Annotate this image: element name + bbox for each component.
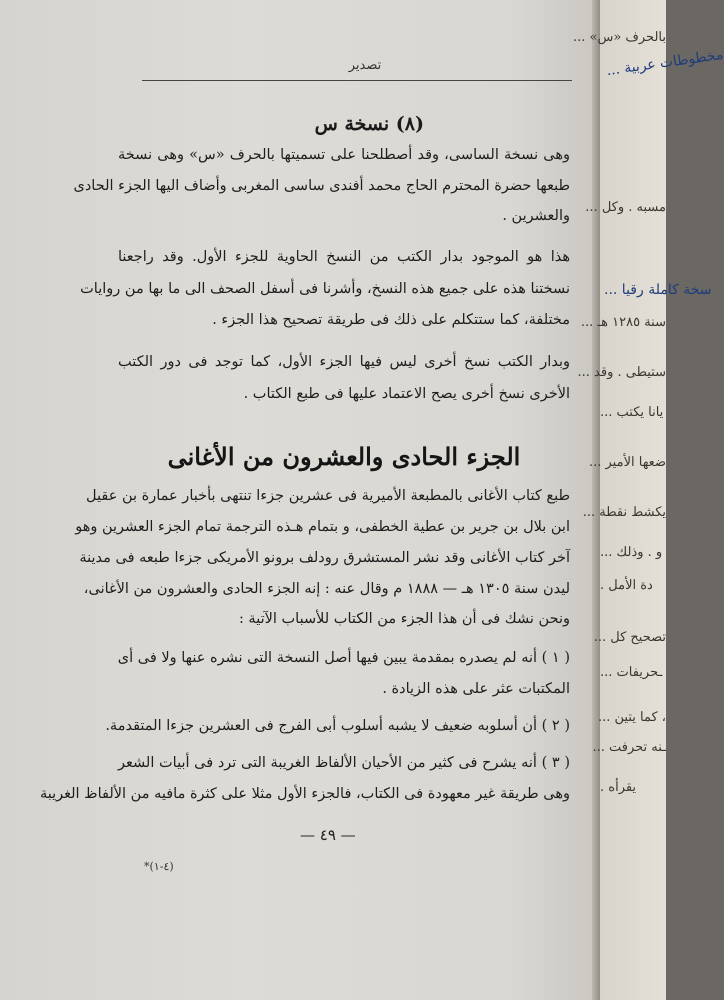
text-line: وبدار الكتب نسخ أخرى ليس فيها الجزء الأول، كما توجد فى دور الكتب xyxy=(118,354,570,370)
next-page-fragment: ضعها الأمير ... xyxy=(588,455,666,470)
text-line: ونحن نشك فى أن هذا الجزء من الكتاب للأسباب الآتية : xyxy=(238,611,570,627)
reason-line: ( ٣ ) أنه يشرح فى كثير من الأحيان الألفاظ الغريبة التى ترد فى أبيات الشعر xyxy=(118,755,570,771)
next-page-fragment: ـنه تحرفت ... xyxy=(592,740,666,755)
text-line: نسختنا هذه على جميع هذه النسخ، وأشرنا فى أسفل الصحف الى ما بها من روايات xyxy=(80,281,570,297)
reason-line: ( ١ ) أنه لم يصدره بمقدمة يبين فيها أصل النسخة التى نشره عنها ولا فى أى xyxy=(117,650,570,666)
next-page-fragment: ، كما يتين ... xyxy=(597,710,666,725)
text-line: ابن بلال بن جرير بن عطية الخطفى، و بتمام هـذه الترجمة تمام الجزء العشرين وهو xyxy=(75,519,570,535)
next-page-fragment: يكشط نقطة ... xyxy=(582,505,666,520)
text-line: ليدن سنة ١٣٠٥ هـ — ١٨٨٨ م وقال عنه : إنه الجزء الحادى والعشرون من الأغانى، xyxy=(83,581,570,597)
next-page-fragment: و . وذلك ... xyxy=(600,545,663,560)
next-page-fragment: سنة ١٢٨٥ هـ ... xyxy=(580,315,666,330)
page-number: — ٤٩ — xyxy=(300,826,356,844)
text-line: آخر كتاب الأغانى وقد نشر المستشرق رودلف برونو الأمريكى جزءا طبعه فى مدينة xyxy=(79,550,570,566)
text-line: طبع كتاب الأغانى بالمطبعة الأميرية فى عشرين جزءا تنتهى بأخبار عمارة بن عقيل xyxy=(86,488,570,504)
handwritten-note: سخة كاملة رقيا ... xyxy=(604,282,712,298)
text-line: والعشرين . xyxy=(502,208,570,224)
text-line: الأخرى نسخ أخرى يصح الاعتماد عليها فى طبع الكتاب . xyxy=(243,386,570,402)
next-page-fragment: بالحرف «س» ... xyxy=(572,30,666,45)
next-page-fragment: يقرأه . xyxy=(600,780,637,795)
header-rule xyxy=(142,80,572,81)
running-header: تصدير xyxy=(348,58,382,73)
text-line: هذا هو الموجود بدار الكتب من النسخ الحاوية للجزء الأول. وقد راجعنا xyxy=(118,249,570,265)
next-page-fragment: ستيطى . وقد ... xyxy=(577,365,666,380)
next-page-fragment: مسبه . وكل ... xyxy=(585,200,666,215)
next-page-fragment: تصحيح كل ... xyxy=(593,630,666,645)
next-page-fragment: ـحريفات ... xyxy=(600,665,663,680)
next-page-fragment: دة الأمل . xyxy=(600,578,653,593)
text-line: طبعها حضرة المحترم الحاج محمد أفندى ساسى المغربى وأضاف اليها الجزء الحادى xyxy=(73,178,570,194)
reason-line: ( ٢ ) أن أسلوبه ضعيف لا يشبه أسلوب أبى الفرج فى العشرين جزءا المتقدمة. xyxy=(105,718,570,734)
next-page-fragment: يانا يكتب ... xyxy=(600,405,664,420)
text-line: مختلفة، كما ستتكلم على ذلك فى طريقة تصحيح هذا الجزء . xyxy=(212,312,570,328)
next-page-strip xyxy=(572,0,724,1000)
reason-line: المكتبات عثر على هذه الزيادة . xyxy=(382,681,570,697)
text-line: وهى نسخة الساسى، وقد أصطلحنا على تسميتها بالحرف «س» وهى نسخة xyxy=(118,147,570,163)
section-title: (٨) نسخة س xyxy=(314,113,424,135)
reason-line: وهى طريقة غير معهودة فى الكتاب، فالجزء الأول مثلا على كثرة مافيه من الألفاظ الغريبة xyxy=(39,786,570,802)
signature-mark: *(٤-١) xyxy=(144,860,174,873)
handwritten-note: مخطوطات عربية ... xyxy=(605,46,724,80)
chapter-heading: الجزء الحادى والعشرون من الأغانى xyxy=(167,442,521,471)
